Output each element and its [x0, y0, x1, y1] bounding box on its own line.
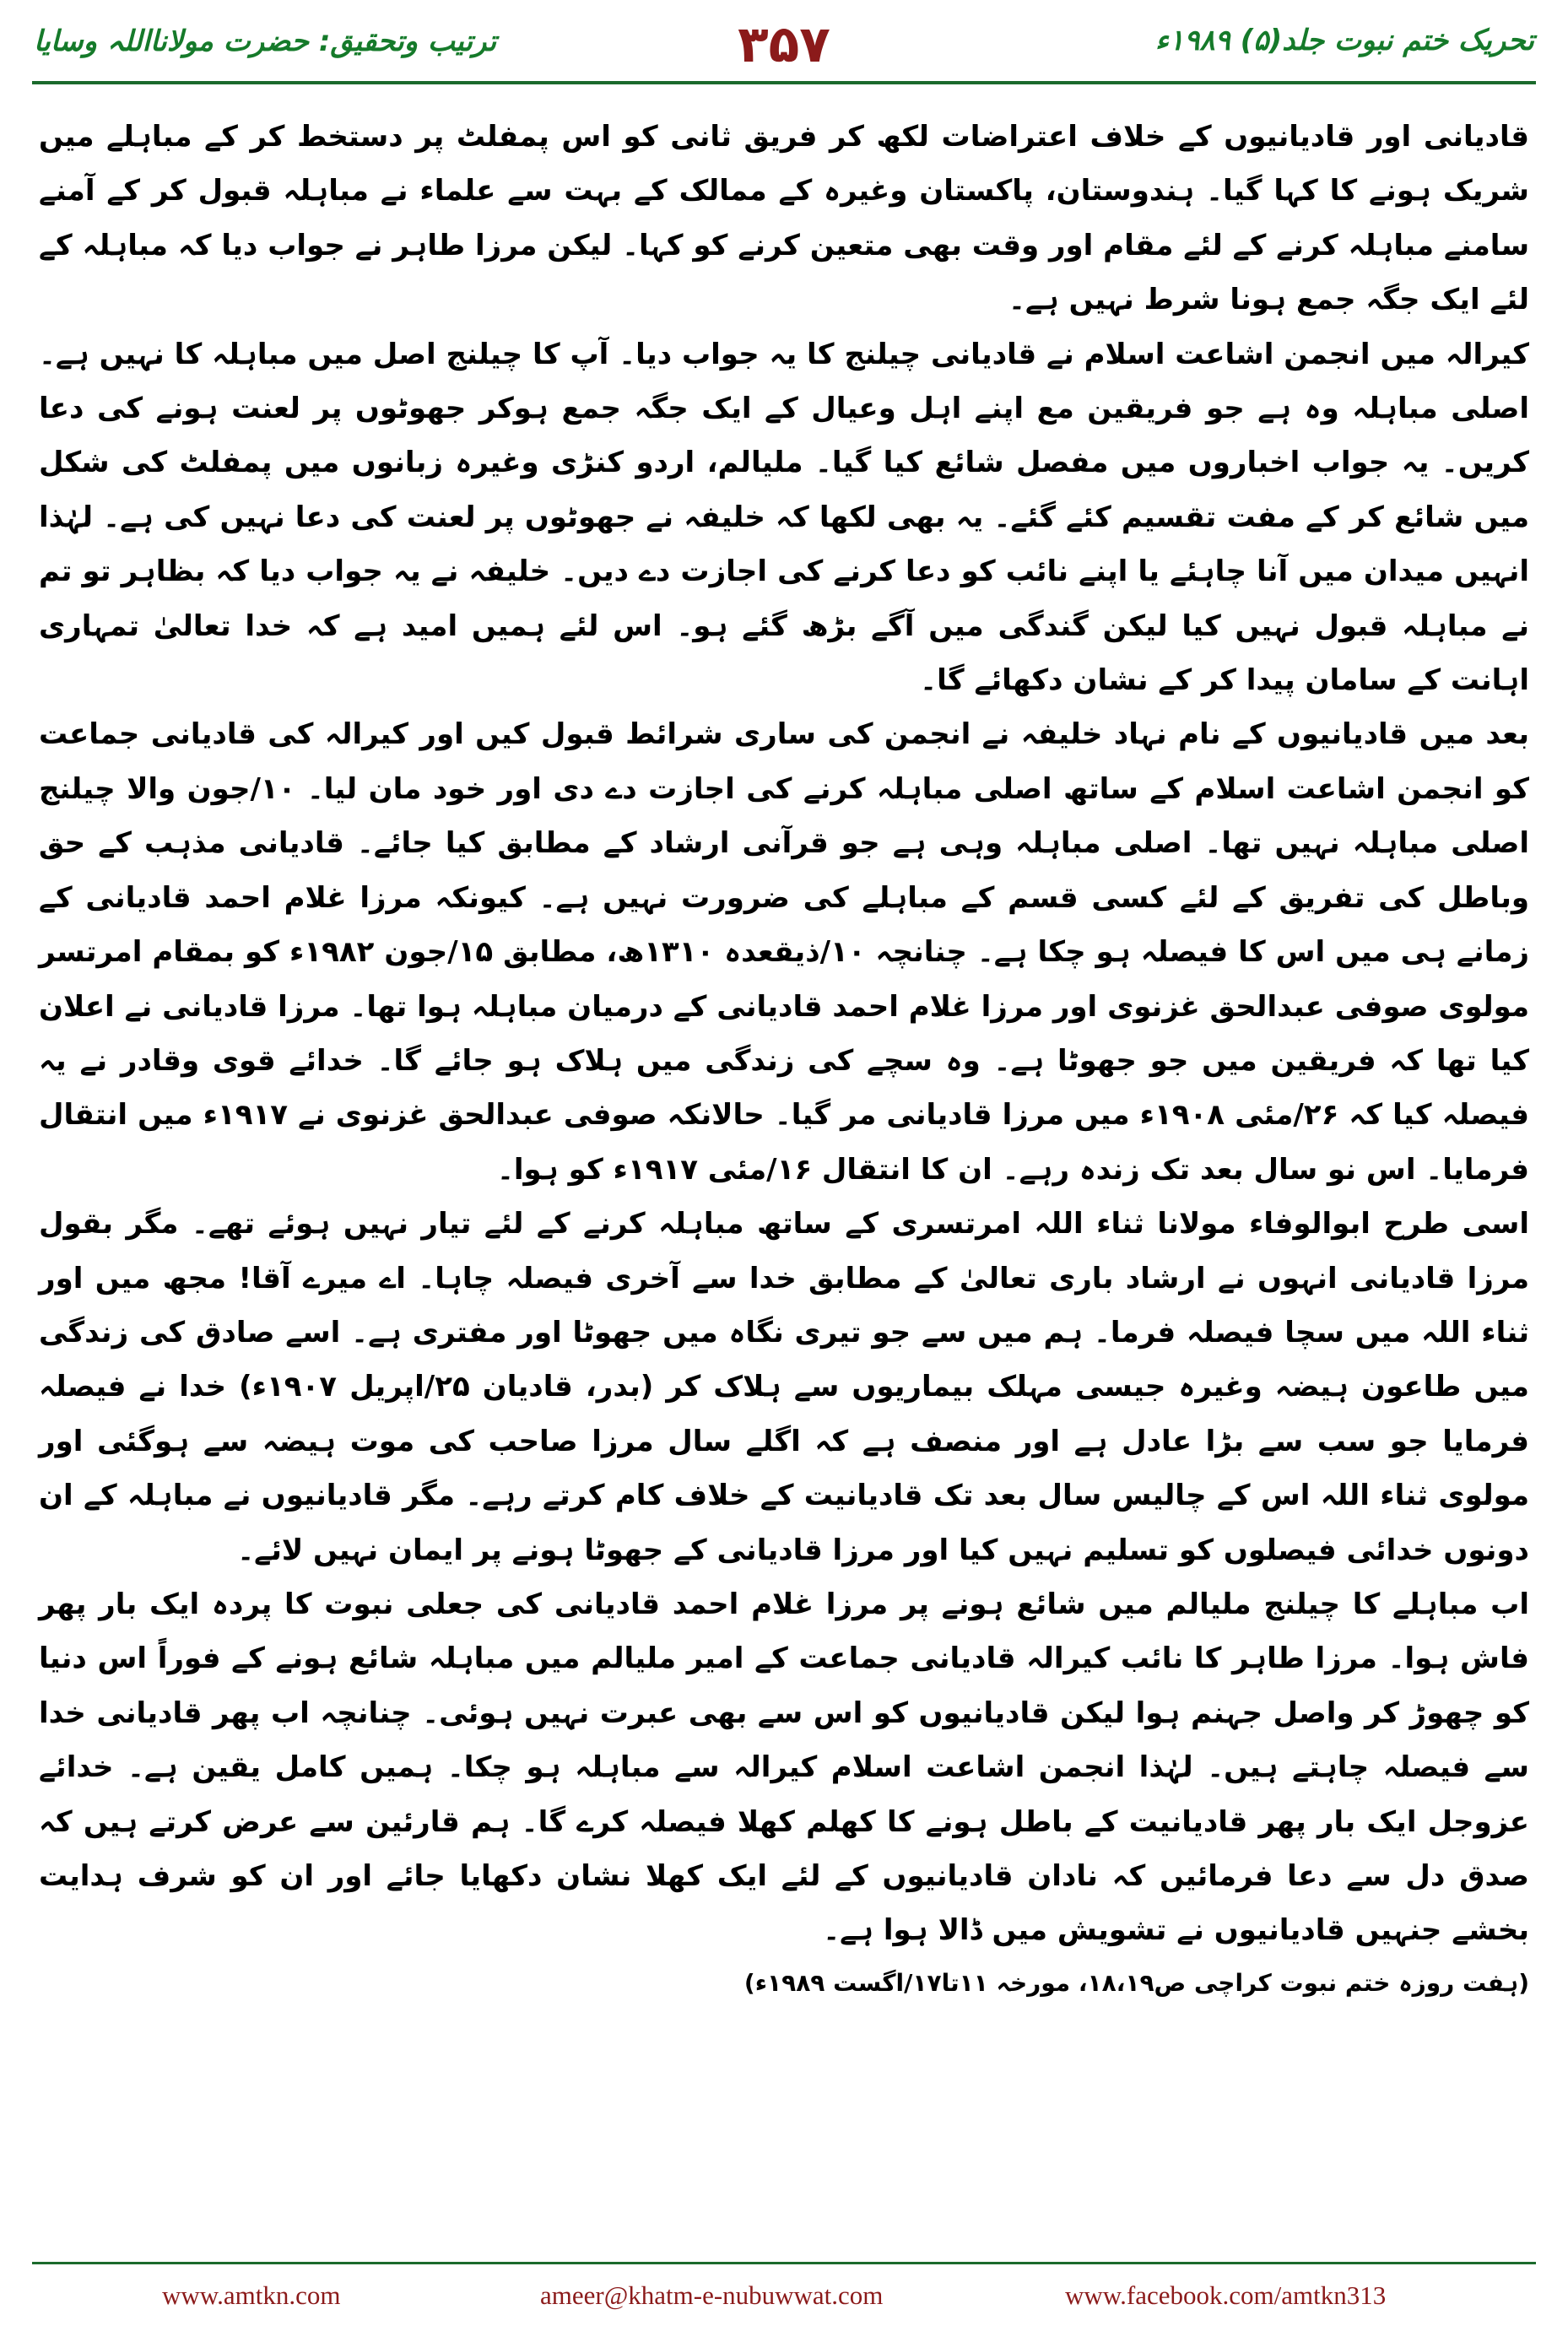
paragraph-3: بعد میں قادیانیوں کے نام نہاد خلیفہ نے انجمن کی ساری شرائط قبول کیں اور کیرالہ کی قادیانی جماعت کو انجمن اشاعت اسلام کے ساتھ اصلی مباہلہ کرنے کی اجازت دے دی اور خود مان لیا۔ ۱۰/جون والا چیلنج اصلی مباہلہ نہیں تھا۔ اصلی مباہلہ وہی ہے جو قرآنی ارشاد کے مطابق کیا جائے۔ قادیانی مذہب کے حق وباطل کی تفریق کے لئے کسی قسم کے مباہلے کی ضرورت نہیں ہے۔ کیونکہ مرزا غلام احمد قادیانی کے زمانے ہی میں اس کا فیصلہ ہو چکا ہے۔ چنانچہ ۱۰/ذیقعدہ ۱۳۱۰ھ، مطابق ۱۵/جون ۱۹۸۲ء کو بمقام امرتسر مولوی صوفی عبدالحق غزنوی اور مرزا غلام احمد قادیانی کے درمیان مباہلہ ہوا تھا۔ مرزا قادیانی نے اعلان کیا تھا کہ فریقین میں جو جھوٹا ہے۔ وہ سچے کی زندگی میں ہلاک ہو جائے گا۔ خدائے قوی وقادر نے یہ فیصلہ کیا کہ ۲۶/مئی ۱۹۰۸ء میں مرزا قادیانی مر گیا۔ حالانکہ صوفی عبدالحق غزنوی نے ۱۹۱۷ء میں انتقال فرمایا۔ اس نو سال بعد تک زندہ رہے۔ ان کا انتقال ۱۶/مئی ۱۹۱۷ء کو ہوا۔ — [39, 717, 1530, 1187]
compiler-credit: ترتیب وتحقیق: حضرت مولانااللہ وسایا — [34, 24, 497, 58]
page-body — [39, 110, 1529, 2009]
book-title: تحریک ختم نبوت جلد(۵) ۱۹۸۹ء — [1154, 24, 1534, 57]
page-number: ۳۵۷ — [738, 15, 830, 74]
paragraph-5: اب مباہلے کا چیلنج ملیالم میں شائع ہونے پر مرزا غلام احمد قادیانی کی جعلی نبوت کا پردہ ایک بار پھر فاش ہوا۔ مرزا طاہر کا نائب کیرالہ قادیانی جماعت کے امیر ملیالم میں مباہلہ شائع ہونے کے فوراً اس دنیا کو چھوڑ کر واصل جہنم ہوا لیکن قادیانیوں کو اس سے بھی عبرت نہیں ہوئی۔ چنانچہ اب پھر قادیانی خدا سے فیصلہ چاہتے ہیں۔ لہٰذا انجمن اشاعت اسلام کیرالہ سے مباہلہ ہو چکا۔ ہمیں کامل یقین ہے۔ خدائے عزوجل ایک بار پھر قادیانیت کے باطل ہونے کا کھلم کھلا فیصلہ کرے گا۔ ہم قارئین سے عرض کرتے ہیں کہ صدق دل سے دعا فرمائیں کہ نادان قادیانیوں کے لئے ایک کھلا نشان دکھایا جائے اور ان کو شرف ہدایت بخشے جنہیں قادیانیوں نے تشویش میں ڈالا ہوا ہے۔ — [39, 1587, 1529, 1948]
page-footer — [0, 2280, 1568, 2323]
footer-divider — [32, 2262, 1536, 2264]
paragraph-4: اسی طرح ابوالوفاء مولانا ثناء اللہ امرتسری کے ساتھ مباہلہ کرنے کے لئے تیار نہیں ہوئے تھے۔ مگر بقول مرزا قادیانی انہوں نے ارشاد باری تعالیٰ کے مطابق خدا سے آخری فیصلہ چاہا۔ اے میرے آقا! مجھ میں اور ثناء اللہ میں سچا فیصلہ فرما۔ ہم میں سے جو تیری نگاہ میں جھوٹا اور مفتری ہے۔ اسے صادق کی زندگی میں طاعون ہیضہ وغیرہ جیسی مہلک بیماریوں سے ہلاک کر (بدر، قادیان ۲۵/اپریل ۱۹۰۷ء) خدا نے فیصلہ فرمایا جو سب سے بڑا عادل ہے اور منصف ہے کہ اگلے سال مرزا صاحب کی موت ہیضہ سے ہوگئی اور مولوی ثناء اللہ اس کے چالیس سال بعد تک قادیانیت کے خلاف کام کرتے رہے۔ مگر قادیانیوں نے مباہلہ کے ان دونوں خدائی فیصلوں کو تسلیم نہیں کیا اور مرزا قادیانی کے جھوٹا ہونے پر ایمان نہیں لائے۔ — [39, 1207, 1529, 1567]
website-link[interactable]: www.amtkn.com — [162, 2280, 341, 2310]
source-citation: (ہفت روزہ ختم نبوت کراچی ص۱۸،۱۹، مورخہ ۱۱تا۱۷/اگست ۱۹۸۹ء) — [743, 1968, 1529, 1997]
facebook-link[interactable]: www.facebook.com/amtkn313 — [1065, 2280, 1387, 2310]
paragraph-2: کیرالہ میں انجمن اشاعت اسلام نے قادیانی چیلنج کا یہ جواب دیا۔ آپ کا چیلنج اصل میں مباہلہ کا نہیں ہے۔ اصلی مباہلہ وہ ہے جو فریقین مع اپنے اہل وعیال کے ایک جگہ جمع ہوکر جھوٹوں پر لعنت ہونے کی دعا کریں۔ یہ جواب اخباروں میں مفصل شائع کیا گیا۔ ملیالم، اردو کنڑی وغیرہ زبانوں میں پمفلٹ کی شکل میں شائع کر کے مفت تقسیم کئے گئے۔ یہ بھی لکھا کہ خلیفہ نے جھوٹوں پر لعنت کی دعا نہیں کی ہے۔ لہٰذا انہیں میدان میں آنا چاہئے یا اپنے نائب کو دعا کرنے کی اجازت دے دیں۔ خلیفہ نے یہ جواب دیا کہ بظاہر تو تم نے مباہلہ قبول نہیں کیا لیکن گندگی میں آگے بڑھ گئے ہو۔ اس لئے ہمیں امید ہے کہ خدا تعالیٰ تمہاری اہانت کے سامان پیدا کر کے نشان دکھائے گا۔ — [39, 337, 1529, 698]
email-link[interactable]: ameer@khatm-e-nubuwwat.com — [540, 2280, 884, 2310]
header-divider — [32, 81, 1536, 84]
paragraph-1: قادیانی اور قادیانیوں کے خلاف اعتراضات لکھ کر فریق ثانی کو اس پمفلٹ پر دستخط کر کے مباہلے میں شریک ہونے کا کہا گیا۔ ہندوستان، پاکستان وغیرہ کے ممالک کے بہت سے علماء نے مباہلہ قبول کر کے آمنے سامنے مباہلہ کرنے کے لئے مقام اور وقت بھی متعین کرنے کو کہا۔ لیکن مرزا طاہر نے جواب دیا کہ مباہلہ کے لئے ایک جگہ جمع ہونا شرط نہیں ہے۔ — [39, 120, 1529, 317]
page-header — [0, 0, 1568, 84]
